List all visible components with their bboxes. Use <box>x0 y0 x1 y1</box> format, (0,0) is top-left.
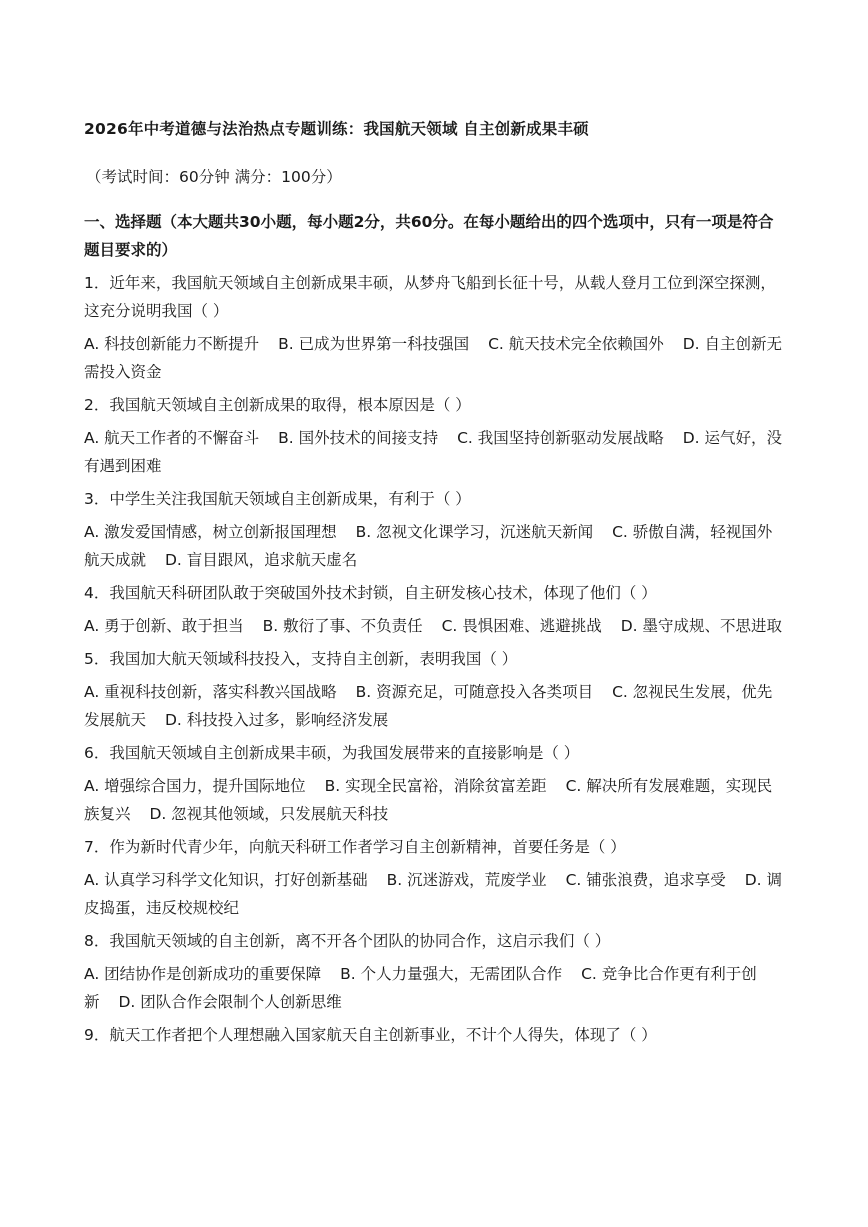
question-stem: 7．作为新时代青少年，向航天科研工作者学习自主创新精神，首要任务是（ ） <box>84 838 626 856</box>
option-d: D. 运气好，没有遇到困难 <box>84 429 782 475</box>
question-list <box>84 269 784 1049</box>
option-b: B. 沉迷游戏，荒废学业 <box>386 871 547 889</box>
question-options <box>84 518 784 574</box>
option-b: B. 敷衍了事、不负责任 <box>262 617 423 635</box>
section-heading: 一、选择题（本大题共30小题，每小题2分，共60分。在每小题给出的四个选项中，只有一项是符合题目要求的） <box>84 213 774 259</box>
option-d: D. 调皮捣蛋，违反校规校纪 <box>84 871 782 917</box>
option-c: C. 我国坚持创新驱动发展战略 <box>457 429 664 447</box>
question-stem: 6．我国航天领域自主创新成果丰硕，为我国发展带来的直接影响是（ ） <box>84 744 580 762</box>
option-a: A. 重视科技创新，落实科教兴国战略 <box>84 683 337 701</box>
question-1 <box>84 269 784 386</box>
question-2 <box>84 391 784 480</box>
question-stem: 8．我国航天领域的自主创新，离不开各个团队的协同合作，这启示我们（ ） <box>84 932 611 950</box>
option-d: D. 自主创新无需投入资金 <box>84 335 782 381</box>
option-b: B. 个人力量强大，无需团队合作 <box>340 965 563 983</box>
option-b: B. 资源充足，可随意投入各类项目 <box>355 683 594 701</box>
option-b: B. 忽视文化课学习，沉迷航天新闻 <box>355 523 594 541</box>
question-stem: 2．我国航天领域自主创新成果的取得，根本原因是（ ） <box>84 396 471 414</box>
option-a: A. 勇于创新、敢于担当 <box>84 617 244 635</box>
question-options <box>84 960 784 1016</box>
question-options <box>84 866 784 922</box>
option-d: D. 科技投入过多，影响经济发展 <box>164 711 389 729</box>
question-6 <box>84 739 784 828</box>
question-stem: 5．我国加大航天领域科技投入，支持自主创新，表明我国（ ） <box>84 650 518 668</box>
option-c: C. 航天技术完全依赖国外 <box>488 335 664 353</box>
option-a: A. 认真学习科学文化知识，打好创新基础 <box>84 871 368 889</box>
option-c: C. 解决所有发展难题，实现民族复兴 <box>84 777 773 823</box>
question-stem: 9．航天工作者把个人理想融入国家航天自主创新事业，不计个人得失，体现了（ ） <box>84 1026 657 1044</box>
option-c: C. 铺张浪费，追求享受 <box>565 871 726 889</box>
option-d: D. 盲目跟风，追求航天虚名 <box>164 551 358 569</box>
option-b: B. 实现全民富裕，消除贫富差距 <box>324 777 547 795</box>
question-4 <box>84 579 784 640</box>
question-stem: 4．我国航天科研团队敢于突破国外技术封锁，自主研发核心技术，体现了他们（ ） <box>84 584 657 602</box>
option-d: D. 团队合作会限制个人创新思维 <box>118 993 342 1011</box>
question-3 <box>84 485 784 574</box>
question-options <box>84 678 784 734</box>
exam-info: （考试时间：60分钟 满分：100分） <box>86 168 342 186</box>
option-a: A. 激发爱国情感，树立创新报国理想 <box>84 523 337 541</box>
document-body <box>84 116 784 1054</box>
question-options <box>84 424 784 480</box>
question-options <box>84 612 784 640</box>
question-5 <box>84 645 784 734</box>
question-stem: 3．中学生关注我国航天领域自主创新成果，有利于（ ） <box>84 490 471 508</box>
question-options <box>84 330 784 386</box>
option-a: A. 科技创新能力不断提升 <box>84 335 260 353</box>
option-c: C. 骄傲自满，轻视国外航天成就 <box>84 523 773 569</box>
option-c: C. 忽视民生发展，优先发展航天 <box>84 683 773 729</box>
document-title: 2026年中考道德与法治热点专题训练：我国航天领域 自主创新成果丰硕 <box>84 120 589 138</box>
option-b: B. 已成为世界第一科技强国 <box>278 335 470 353</box>
option-c: C. 竞争比合作更有利于创新 <box>84 965 757 1011</box>
question-options <box>84 772 784 828</box>
option-b: B. 国外技术的间接支持 <box>278 429 439 447</box>
question-7 <box>84 833 784 922</box>
question-8 <box>84 927 784 1016</box>
option-a: A. 团结协作是创新成功的重要保障 <box>84 965 322 983</box>
option-a: A. 航天工作者的不懈奋斗 <box>84 429 260 447</box>
option-a: A. 增强综合国力，提升国际地位 <box>84 777 306 795</box>
option-d: D. 忽视其他领域，只发展航天科技 <box>149 805 389 823</box>
question-stem: 1．近年来，我国航天领域自主创新成果丰硕，从梦舟飞船到长征十号，从载人登月工位到深空探测，这充分说明我国（ ） <box>84 274 776 320</box>
question-9 <box>84 1021 784 1049</box>
option-d: D. 墨守成规、不思进取 <box>620 617 782 635</box>
option-c: C. 畏惧困难、逃避挑战 <box>441 617 602 635</box>
